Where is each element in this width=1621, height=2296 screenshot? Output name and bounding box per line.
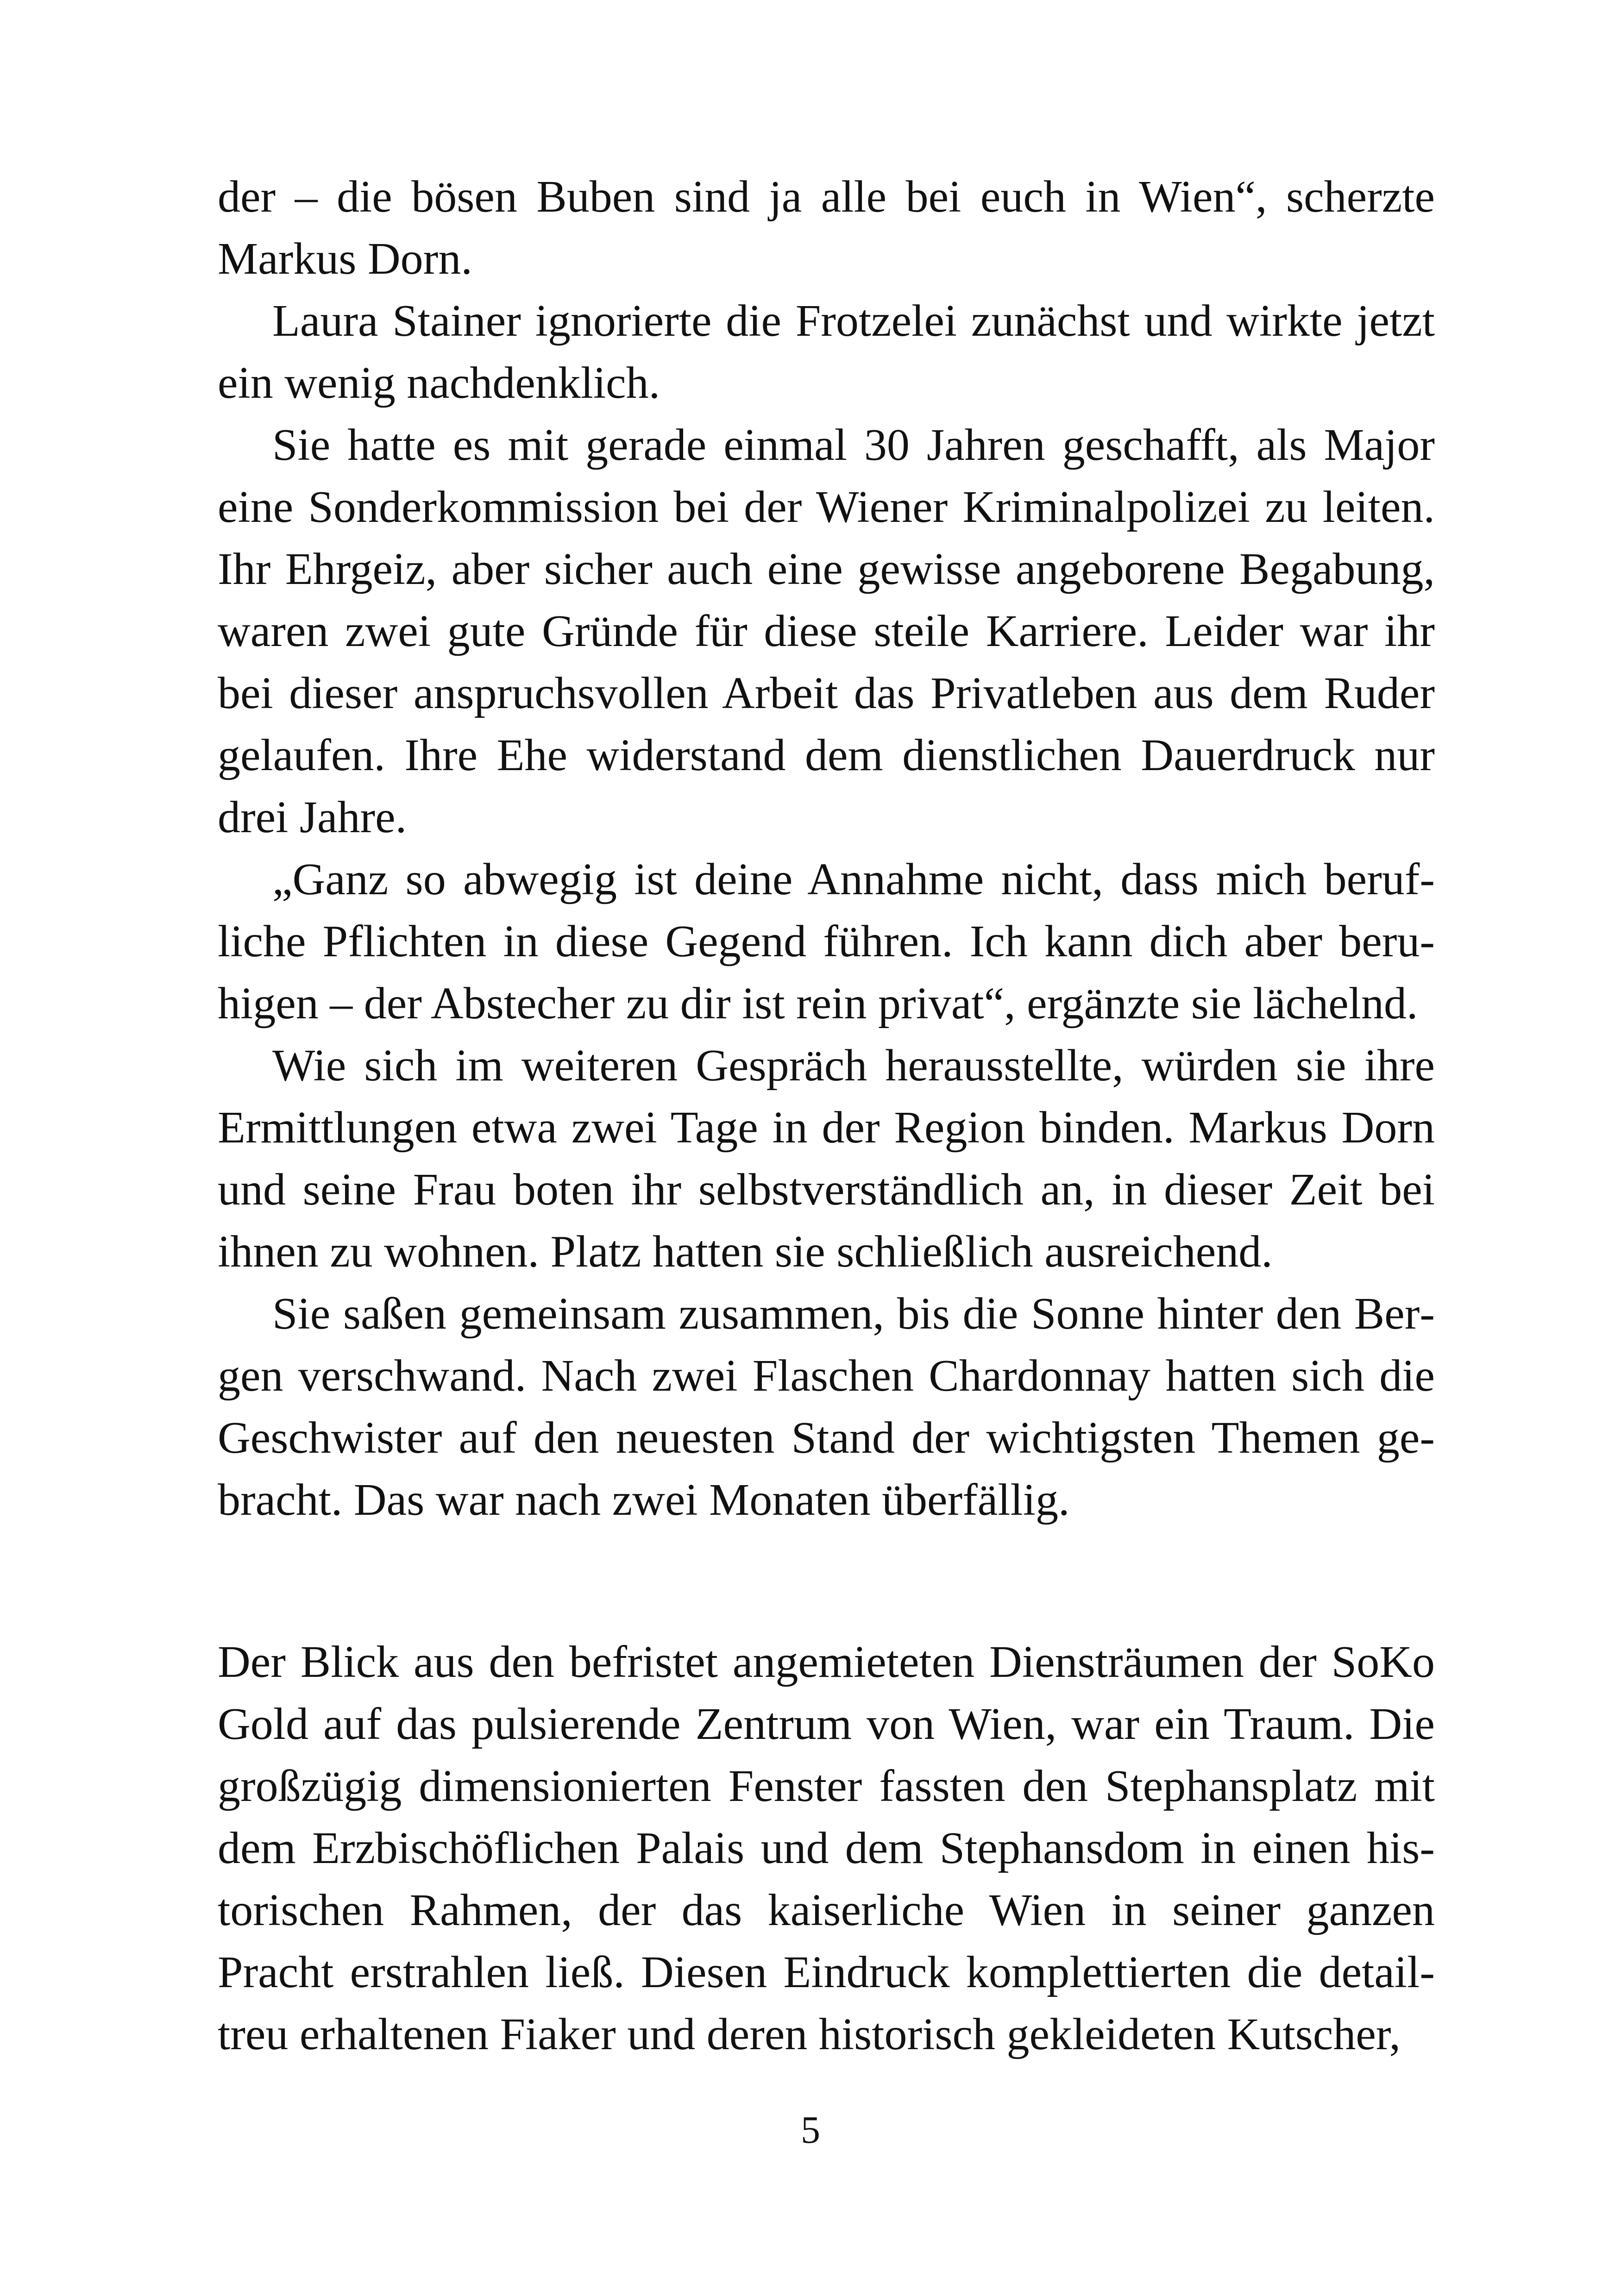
page-number: 5 [801, 2108, 820, 2152]
text-section-1 [218, 166, 1435, 1531]
paragraph: Wie sich im weiteren Gespräch herausstellte, würden sie ihre Ermittlungen etwa zwei Tage in der Region binden. Markus Dorn und seine Frau boten ihr selbstverständlich an, in dieser Zeit bei ihnen zu wohnen. Platz hatten sie schließlich ausreichend. [218, 1041, 1435, 1277]
paragraph: der – die bösen Buben sind ja alle bei euch in Wien“, scherzte Markus Dorn. [218, 172, 1435, 284]
paragraph: Der Blick aus den befristet angemieteten Diensträumen der SoKo Gold auf das pulsierende Zentrum von Wien, war ein Traum. Die großzügig dimensionierten Fenster fassten den Stephansplatz mit dem Erzbischöflichen Palais und dem Stephansdom in einen historischen Rahmen, der das kaiserliche Wien in seiner ganzen Pracht erstrahlen ließ. Diesen Eindruck komplettierten die detailtreu erhaltenen Fiaker und deren historisch gekleideten Kutscher, [218, 1637, 1435, 2059]
paragraph: Sie hatte es mit gerade einmal 30 Jahren geschafft, als Major eine Sonderkommission bei der Wiener Kriminalpolizei zu leiten. Ihr Ehrgeiz, aber sicher auch eine gewisse angeborene Begabung, waren zwei gute Gründe für diese steile Karriere. Leider war ihr bei dieser anspruchsvollen Arbeit das Privatleben aus dem Ruder gelaufen. Ihre Ehe widerstand dem dienstlichen Dauerdruck nur drei Jahre. [218, 420, 1435, 842]
paragraph: Laura Stainer ignorierte die Frotzelei zunächst und wirkte jetzt ein wenig nachdenklich. [218, 296, 1435, 408]
paragraph: „Ganz so abwegig ist deine Annahme nicht, dass mich berufliche Pflichten in diese Gegend führen. Ich kann dich aber beruhigen – der Abstecher zu dir ist rein privat“, ergänzte sie lächelnd. [218, 854, 1435, 1029]
text-section-2 [218, 1631, 1435, 2065]
paragraph: Sie saßen gemeinsam zusammen, bis die Sonne hinter den Bergen verschwand. Nach zwei Flaschen Chardonnay hatten sich die Geschwister auf den neuesten Stand der wichtigsten Themen gebracht. Das war nach zwei Monaten überfällig. [218, 1289, 1435, 1525]
